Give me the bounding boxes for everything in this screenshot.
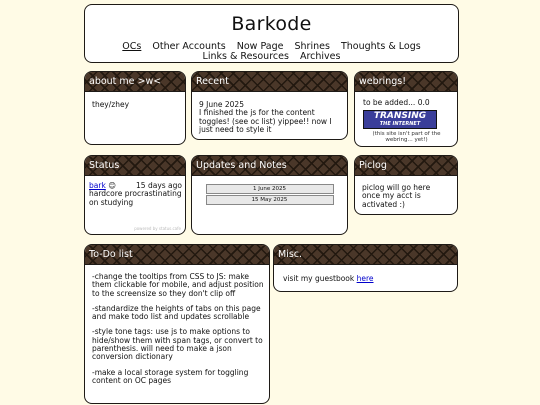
webrings-panel xyxy=(354,71,458,147)
misc-panel xyxy=(273,244,458,292)
status-panel xyxy=(84,155,186,235)
site-title: Barkode xyxy=(231,13,312,35)
nav-ocs[interactable]: OCs xyxy=(122,41,142,52)
about-text: they/zhey xyxy=(92,100,130,109)
about-panel xyxy=(84,71,186,145)
status-user-link[interactable]: bark xyxy=(89,181,106,190)
misc-title: Misc. xyxy=(274,245,457,265)
recent-text: I finished the js for the content toggles! (see oc list) yippee!! now I just need to style it xyxy=(199,108,332,134)
webrings-note: (this site isn't part of the webring... yet!) xyxy=(372,131,441,144)
webrings-text: to be added... 0.0 xyxy=(363,98,430,107)
update-toggle-2[interactable]: 15 May 2025 xyxy=(206,195,334,205)
todo-item: -make a local storage system for toggling content on OC pages xyxy=(92,367,249,385)
todo-item: -standardize the heights of tabs on this page and make todo list and updates scrollable xyxy=(92,303,261,322)
about-title: about me >w< xyxy=(85,72,185,92)
todo-item: -style tone tags: use js to make options to hide/show them with span tags, or convert to parenthesis. will need to make a json conversion dictionary xyxy=(92,327,263,362)
todo-item: -change the tooltips from CSS to JS: make them clickable for mobile, and adjust position to the screensize so they don't clip off xyxy=(92,272,264,298)
nav-thoughts-logs[interactable]: Thoughts & Logs xyxy=(340,41,421,52)
guestbook-link[interactable]: here xyxy=(356,274,374,283)
nav-links-resources[interactable]: Links & Resources xyxy=(202,51,289,62)
site-header xyxy=(84,4,459,63)
main-nav xyxy=(85,42,458,62)
recent-panel xyxy=(191,71,348,140)
nav-other-accounts[interactable]: Other Accounts xyxy=(152,41,226,52)
badge-line1: TRANSING xyxy=(373,111,427,122)
status-title: Status xyxy=(85,156,185,176)
badge-line2: THE INTERNET xyxy=(379,121,421,128)
piclog-text: piclog will go here once my acct is activated :) xyxy=(362,183,431,209)
updates-panel xyxy=(191,155,348,235)
recent-title: Recent xyxy=(192,72,347,92)
nav-archives[interactable]: Archives xyxy=(299,51,341,62)
piclog-panel xyxy=(354,155,458,215)
misc-text: visit my guestbook xyxy=(283,274,357,283)
webrings-title: webrings! xyxy=(355,72,457,92)
status-emoji: 😊 xyxy=(108,181,117,190)
status-time: 15 days ago xyxy=(136,181,182,190)
update-toggle-1[interactable]: 1 June 2025 xyxy=(206,184,334,194)
nav-now-page[interactable]: Now Page xyxy=(236,41,284,52)
transing-internet-badge[interactable] xyxy=(363,110,437,129)
todo-panel xyxy=(84,244,270,404)
status-text: hardcore procrastinating on studying xyxy=(89,189,182,207)
todo-title: To-Do list xyxy=(85,245,269,265)
nav-shrines[interactable]: Shrines xyxy=(294,41,330,52)
status-powered[interactable]: powered by status.cafe xyxy=(134,226,181,231)
recent-date: 9 June 2025 xyxy=(199,100,244,109)
updates-title: Updates and Notes xyxy=(192,156,347,176)
piclog-title: Piclog xyxy=(355,156,457,176)
